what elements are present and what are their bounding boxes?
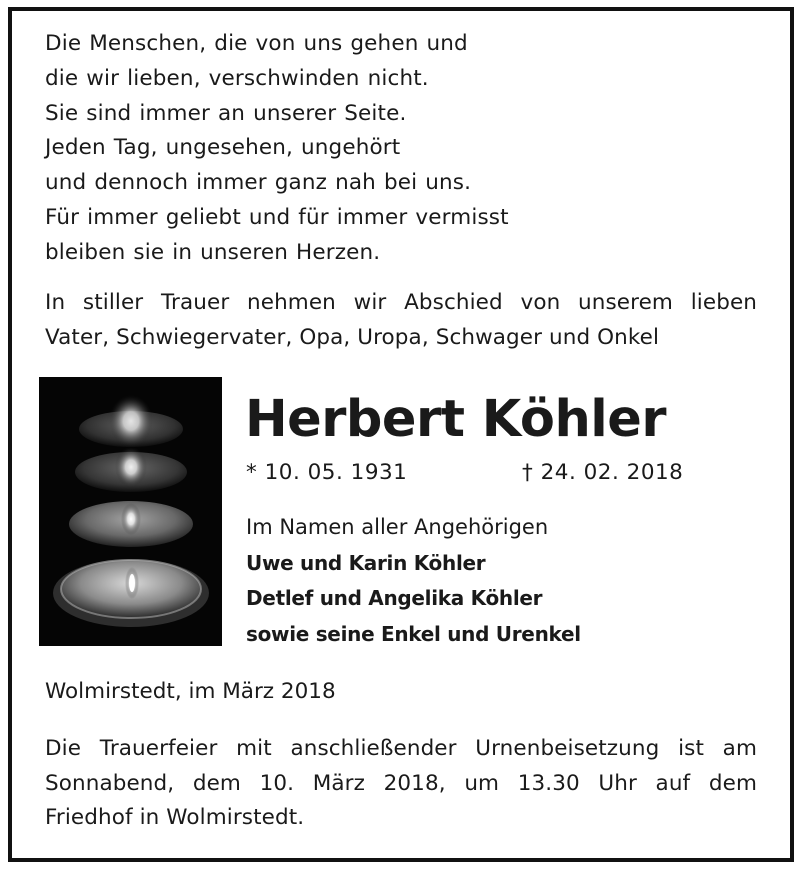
memorial-poem — [45, 27, 509, 271]
mourners-signature — [246, 510, 581, 652]
mourner-name: Detlef und Angelika Köhler — [246, 586, 543, 610]
service-line: Die Trauerfeier mit anschließender Urnenbeisetzung ist am — [45, 736, 757, 761]
poem-line: bleiben sie in unseren Herzen. — [45, 239, 381, 265]
farewell-intro-line: In stiller Trauer nehmen wir Abschied von unserem lieben — [45, 290, 757, 315]
mourners-intro: Im Namen aller Angehörigen — [246, 515, 549, 539]
service-line: Friedhof in Wolmirstedt. — [45, 805, 305, 830]
death-date: † 24. 02. 2018 — [522, 460, 684, 485]
poem-line: Sie sind immer an unserer Seite. — [45, 100, 407, 126]
poem-line: Jeden Tag, ungesehen, ungehört — [45, 135, 401, 161]
place-and-date: Wolmirstedt, im März 2018 — [45, 679, 336, 704]
mourner-name: Uwe und Karin Köhler — [246, 550, 486, 575]
poem-line: Die Menschen, die von uns gehen und — [45, 31, 468, 56]
candle-flames-image — [39, 377, 222, 646]
poem-line: die wir lieben, verschwinden nicht. — [45, 65, 429, 91]
farewell-intro-line: Vater, Schwiegervater, Opa, Uropa, Schwager und Onkel — [45, 325, 660, 350]
poem-line: Für immer geliebt und für immer vermisst — [45, 204, 509, 230]
mourner-name: sowie seine Enkel und Urenkel — [246, 621, 581, 646]
poem-line: und dennoch immer ganz nah bei uns. — [45, 170, 472, 196]
service-line: Sonnabend, dem 10. März 2018, um 13.30 Uhr auf dem — [45, 770, 757, 796]
funeral-service-info — [45, 732, 757, 836]
candle-photo — [39, 377, 222, 646]
deceased-name: Herbert Köhler — [245, 390, 666, 449]
birth-date: * 10. 05. 1931 — [246, 460, 408, 485]
